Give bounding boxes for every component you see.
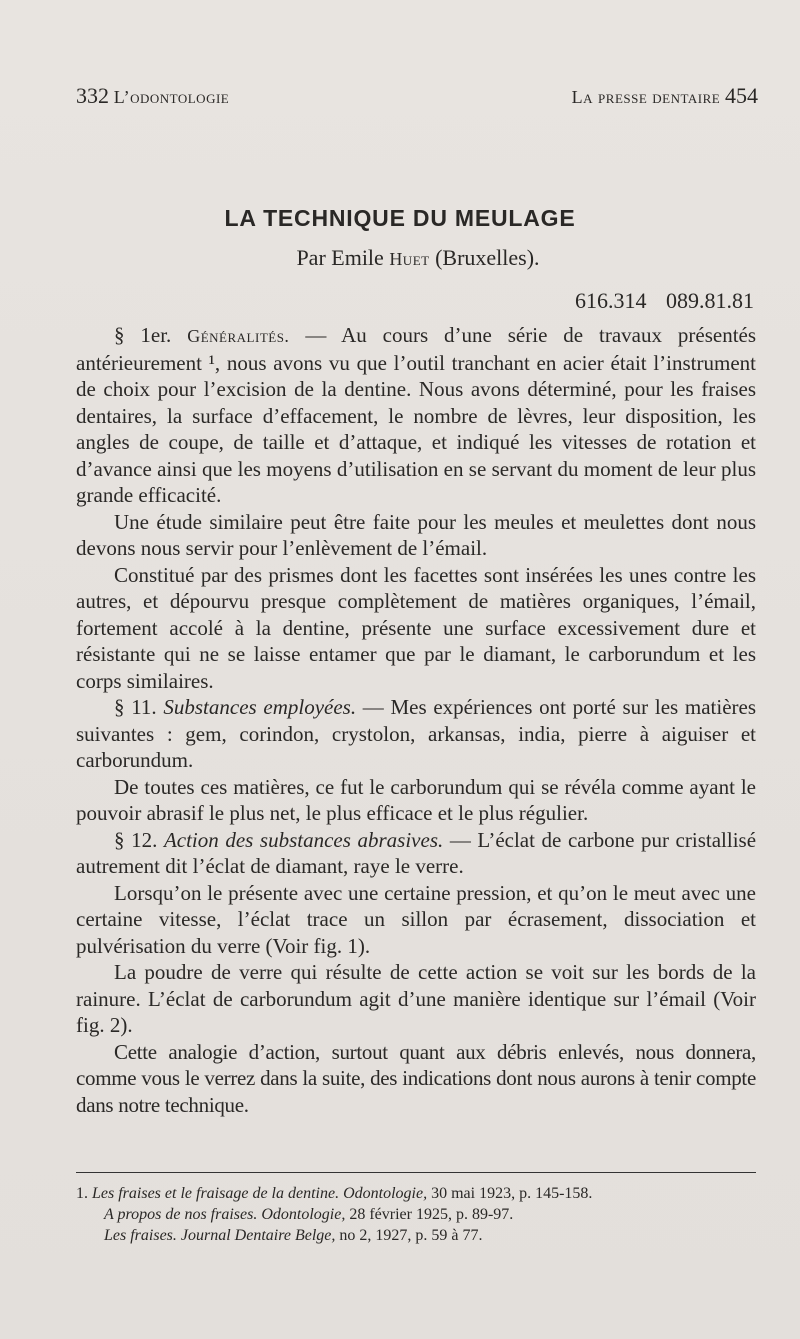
section-marker: § 1er. <box>114 323 172 347</box>
footnote-line <box>76 1183 766 1204</box>
running-head-left <box>76 83 229 109</box>
section-heading: Substances employées. <box>163 695 357 719</box>
byline <box>0 245 800 271</box>
footnote-journal: Journal Dentaire Belge, <box>180 1227 336 1244</box>
page-number-right: 454 <box>725 83 758 108</box>
footnotes <box>76 1183 766 1246</box>
article-title: LA TECHNIQUE DU MEULAGE <box>224 205 576 231</box>
journal-title-left: L’odontologie <box>113 87 230 107</box>
paragraph-text: — Au cours d’une série de travaux présentés antérieurement ¹, nous avons vu que l’outil tranchant en acier était l’instrument de choix pour l’excision de la dentine. Nous avons déterminé, pour les fraises dentaires, la surface d’effacement, le nombre de lèvres, leur disposition, les angles de coupe, de taille et d’attaque, et indiqué les vitesses de rotation et d’avance ainsi que les moyens d’utilisation en se servant du moment de leur plus grande efficacité. <box>76 323 757 507</box>
paragraph-text: — L’éclat de carbone pur cristallisé autrement dit l’éclat de diamant, raye le verre. <box>76 827 757 878</box>
footnote-title: Les fraises. <box>104 1227 177 1244</box>
paragraph <box>76 694 756 774</box>
footnote-journal: Odontologie, <box>343 1185 428 1202</box>
article-body <box>76 322 756 1118</box>
footnote-details: 30 mai 1923, p. 145-158. <box>427 1185 593 1202</box>
journal-title-right: La presse dentaire <box>571 87 721 107</box>
paragraph: Lorsqu’on le présente avec une certaine pression, et qu’on le meut avec une certaine vitesse, l’éclat trace un sillon par écrasement, dissociation et pulvérisation du verre (Voir fig. 1). <box>76 880 756 958</box>
section-heading: Généralités. <box>187 326 290 346</box>
footnote-number: 1. <box>76 1185 88 1202</box>
running-head <box>76 83 758 113</box>
running-head-right <box>572 83 758 109</box>
section-marker: § 12. <box>114 827 158 852</box>
paragraph-text: — Mes expériences ont porté sur les matières suivantes : gem, corindon, crystolon, arkansas, india, pierre à aiguiser et carborundum. <box>76 695 757 772</box>
paragraph <box>76 322 756 509</box>
section-heading: Action des substances abrasives. <box>163 827 444 852</box>
paragraph: La poudre de verre qui résulte de cette action se voit sur les bords de la rainure. L’éclat de carborundum agit d’une manière identique sur l’émail (Voir fig. 2). <box>76 960 756 1037</box>
paragraph: Cette analogie d’action, surtout quant aux débris enlevés, nous donnera, comme vous le verrez dans la suite, des indications dont nous aurons à tenir compte dans notre technique. <box>76 1039 756 1117</box>
classification-code: 616.314 089.81.81 <box>575 288 754 313</box>
footnote-details: no 2, 1927, p. 59 à 77. <box>335 1227 483 1244</box>
paragraph: Constitué par des prismes dont les facettes sont insérées les unes contre les autres, et dépourvu presque complètement de matières organiques, l’émail, fortement accolé à la dentine, présente une surface excessivement dure et résistante qui ne se laisse entamer que par le diamant, le carborundum et les corps similaires. <box>76 562 756 693</box>
footnote-title: A propos de nos fraises. <box>104 1206 258 1223</box>
byline-prefix: Par Emile <box>296 245 384 270</box>
footnote-rule <box>76 1172 756 1173</box>
footnote-line <box>76 1225 766 1246</box>
paragraph: Une étude similaire peut être faite pour les meules et meulettes dont nous devons nous servir pour l’enlèvement de l’émail. <box>76 509 756 560</box>
paragraph <box>76 827 756 880</box>
paragraph: De toutes ces matières, ce fut le carborundum qui se révéla comme ayant le pouvoir abrasif le plus net, le plus efficace et le plus régulier. <box>76 774 756 825</box>
page-number-left: 332 <box>76 83 109 108</box>
footnote-title: Les fraises et le fraisage de la dentine. <box>92 1185 340 1202</box>
byline-suffix: (Bruxelles). <box>435 245 540 270</box>
section-marker: § 11. <box>114 695 157 719</box>
footnote-journal: Odontologie, <box>261 1206 346 1223</box>
footnote-details: 28 février 1925, p. 89-97. <box>345 1206 514 1223</box>
author-name: Huet <box>389 249 430 269</box>
footnote-line <box>76 1204 766 1225</box>
